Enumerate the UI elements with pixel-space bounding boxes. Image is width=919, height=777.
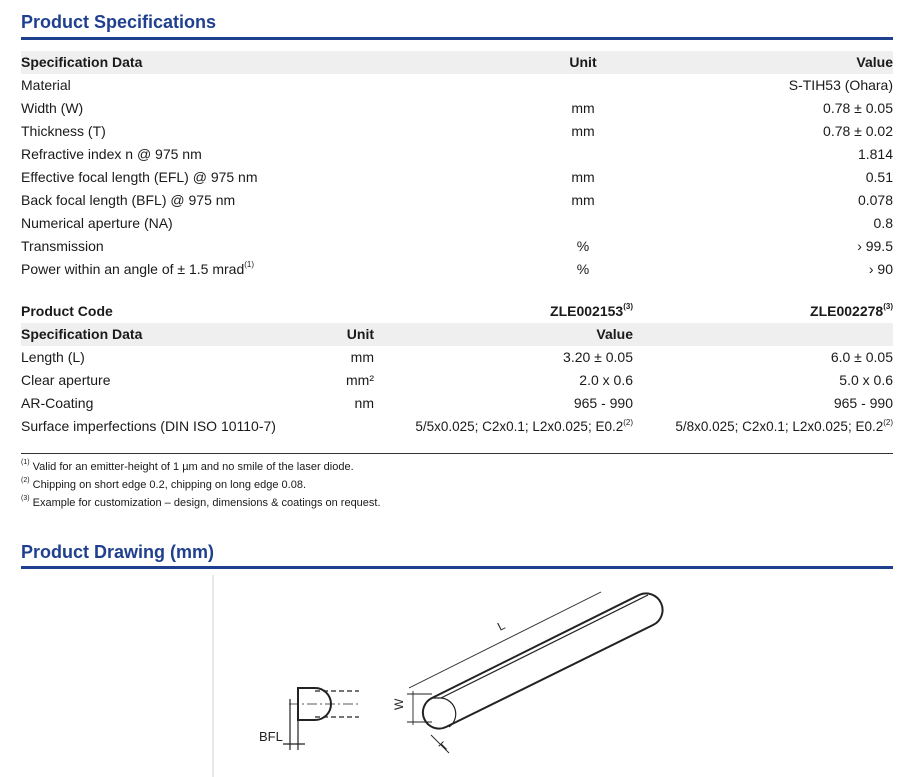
row-value-2: 6.0 ± 0.05: [830, 349, 893, 365]
rod-outline: [423, 593, 663, 728]
footnote-mark: (2): [21, 477, 30, 485]
table-row: [21, 415, 893, 438]
subheader-spacer: [633, 323, 893, 346]
table-row: [21, 97, 893, 120]
subheader-specification-data: Specification Data: [21, 323, 321, 346]
length-label: L: [495, 618, 508, 634]
row-label: Effective focal length (EFL) @ 975 nm: [21, 169, 258, 185]
row-label: Refractive index n @ 975 nm: [21, 146, 202, 162]
row-value: 0.51: [865, 169, 893, 185]
row-label: Transmission: [21, 238, 104, 254]
specifications-header-row: [21, 51, 893, 74]
row-value: S-TIH53 (Ohara): [788, 77, 893, 93]
row-label: AR-Coating: [21, 395, 94, 411]
row-unit: nm: [354, 395, 374, 411]
table-row: [21, 346, 893, 369]
row-value-1: 5/5x0.025; C2x0.1; L2x0.025; E0.2: [415, 419, 624, 434]
footnote-mark: (1): [21, 459, 30, 467]
row-label-cell: [21, 258, 503, 281]
row-unit: [503, 212, 663, 235]
rod-end-face: [432, 698, 456, 727]
row-unit: mm: [571, 192, 595, 208]
table-row: [21, 258, 893, 281]
rod-view: [407, 592, 663, 753]
thickness-label: T: [436, 739, 452, 755]
row-label: Numerical aperture (NA): [21, 215, 173, 231]
header-value: Value: [663, 51, 893, 74]
row-label: Material: [21, 77, 71, 93]
row-unit: mm: [350, 349, 374, 365]
row-label: Width (W): [21, 100, 84, 116]
row-value-1-cell: [374, 415, 633, 438]
footnote: [21, 494, 381, 512]
row-label: Back focal length (BFL) @ 975 nm: [21, 192, 236, 208]
row-unit: mm: [571, 123, 595, 139]
product-drawing: [21, 575, 893, 777]
subheader-unit: Unit: [321, 323, 374, 346]
header-code-1: [374, 300, 633, 323]
row-unit: [503, 74, 663, 97]
row-unit: mm: [571, 169, 595, 185]
row-value: › 99.5: [857, 238, 893, 254]
row-value-1: 2.0 x 0.6: [579, 372, 633, 388]
table-row: [21, 74, 893, 97]
footnote-mark: (3): [21, 495, 30, 503]
product-code-subheader-row: [21, 323, 893, 346]
notes-rule: [21, 453, 893, 454]
table-row: [21, 235, 893, 258]
row-unit: mm²: [346, 372, 374, 388]
row-unit: mm: [571, 100, 595, 116]
drawing-rule: [21, 566, 893, 569]
rod-flat-edge: [441, 595, 648, 698]
product-code-table: [21, 300, 893, 438]
row-label: Power within an angle of ± 1.5 mrad: [21, 261, 245, 277]
code-2-label: ZLE002278: [810, 303, 884, 319]
row-value-1: 3.20 ± 0.05: [563, 349, 633, 365]
header-spacer: [321, 300, 374, 323]
header-unit: Unit: [503, 51, 663, 74]
header-code-2: [633, 300, 893, 323]
product-code-header-row: [21, 300, 893, 323]
drawing-title: Product Drawing (mm): [21, 542, 215, 562]
table-row: [21, 143, 893, 166]
footnote-text: Valid for an emitter-height of 1 µm and no smile of the laser diode.: [32, 461, 354, 473]
table-row: [21, 369, 893, 392]
table-row: [21, 189, 893, 212]
subheader-value: Value: [374, 323, 633, 346]
header-specification-data: Specification Data: [21, 51, 503, 74]
row-unit: %: [576, 261, 590, 277]
footnote-mark: (2): [623, 417, 633, 427]
side-view: [283, 688, 359, 750]
specifications-table: [21, 51, 893, 281]
footnote-text: Chipping on short edge 0.2, chipping on long edge 0.08.: [32, 479, 307, 491]
row-label: Length (L): [21, 349, 85, 365]
table-row: [21, 120, 893, 143]
specifications-rule: [21, 37, 893, 40]
footnote: [21, 458, 381, 476]
bfl-label: BFL: [259, 729, 283, 744]
row-value-2: 965 - 990: [833, 395, 893, 411]
footnote: [21, 476, 381, 494]
specifications-title: Product Specifications: [21, 12, 217, 32]
row-label: Thickness (T): [21, 123, 106, 139]
table-row: [21, 392, 893, 415]
row-value: 0.078: [857, 192, 893, 208]
row-value: › 90: [868, 261, 893, 277]
row-value: 0.78 ± 0.05: [823, 100, 893, 116]
row-value: 1.814: [857, 146, 893, 162]
row-unit: [503, 143, 663, 166]
row-value-2-cell: [633, 415, 893, 438]
row-unit: [321, 415, 374, 438]
row-value: 0.78 ± 0.02: [823, 123, 893, 139]
row-value-2: 5.0 x 0.6: [839, 372, 893, 388]
table-row: [21, 166, 893, 189]
row-label: Clear aperture: [21, 372, 111, 388]
footnote-mark: (1): [244, 260, 255, 270]
footnote-mark: (3): [883, 302, 893, 312]
row-label: Surface imperfections (DIN ISO 10110-7): [21, 418, 276, 434]
header-product-code: Product Code: [21, 303, 113, 319]
row-value: 0.8: [873, 215, 893, 231]
row-value-1: 965 - 990: [573, 395, 633, 411]
length-dim-line: [409, 592, 601, 688]
footnotes: [21, 458, 381, 512]
footnote-mark: (3): [623, 302, 633, 312]
width-label: W: [392, 698, 406, 710]
row-unit: %: [576, 238, 590, 254]
footnote-text: Example for customization – design, dimensions & coatings on request.: [32, 497, 381, 509]
table-row: [21, 212, 893, 235]
row-value-2: 5/8x0.025; C2x0.1; L2x0.025; E0.2: [675, 419, 884, 434]
footnote-mark: (2): [883, 417, 893, 427]
code-1-label: ZLE002153: [550, 303, 624, 319]
